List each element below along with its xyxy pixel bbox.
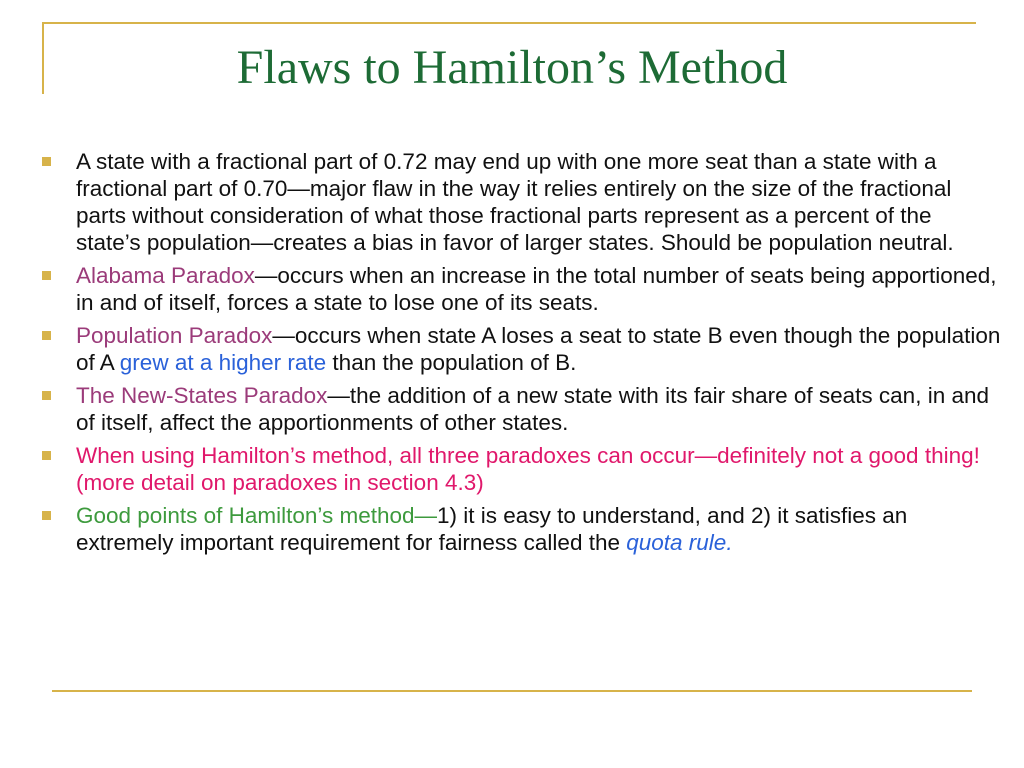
square-bullet-icon bbox=[42, 451, 51, 460]
bullet-text: 1) it is easy to understand, and 2) it satisfies an extremely important requirement for fairness called the bbox=[76, 503, 908, 555]
bullet-item-alabama-paradox bbox=[42, 262, 1002, 316]
bullet-text: A state with a fractional part of 0.72 may end up with one more seat than a state with a fractional part of 0.70—major flaw in the way it relies entirely on the size of the fractional parts without consideration of what those fractional parts represent as a percent of the state’s population—creates a bias in favor of larger states. Should be population neutral. bbox=[76, 149, 954, 255]
bullet-list bbox=[42, 148, 1002, 562]
alabama-paradox-term: Alabama Paradox bbox=[76, 263, 255, 288]
bullet-text: —occurs when state A loses a seat to state B even though the population of A bbox=[76, 323, 1001, 375]
new-states-paradox-term: The New-States Paradox bbox=[76, 383, 328, 408]
bullet-item-paradox-warning bbox=[42, 442, 1002, 496]
square-bullet-icon bbox=[42, 157, 51, 166]
square-bullet-icon bbox=[42, 391, 51, 400]
slide-title: Flaws to Hamilton’s Method bbox=[236, 41, 788, 94]
population-paradox-term: Population Paradox bbox=[76, 323, 273, 348]
square-bullet-icon bbox=[42, 511, 51, 520]
bullet-item-new-states-paradox bbox=[42, 382, 1002, 436]
bullet-item-population-paradox bbox=[42, 322, 1002, 376]
frame-bottom-rule bbox=[52, 690, 972, 692]
bullet-item-good-points bbox=[42, 502, 1002, 556]
paradox-warning-text: When using Hamilton’s method, all three paradoxes can occur—definitely not a good thing! (more detail on paradoxes in section 4.3) bbox=[76, 443, 980, 495]
bullet-text: —occurs when an increase in the total number of seats being apportioned, in and of itself, forces a state to lose one of its seats. bbox=[76, 263, 997, 315]
square-bullet-icon bbox=[42, 271, 51, 280]
emphasis-text: grew at a higher rate bbox=[119, 350, 327, 375]
quota-rule-term: quota rule. bbox=[626, 530, 733, 555]
bullet-text: —the addition of a new state with its fair share of seats can, in and of itself, affect the apportionments of other states. bbox=[76, 383, 989, 435]
bullet-text-end: than the population of B. bbox=[326, 350, 577, 375]
good-points-term: Good points of Hamilton’s method— bbox=[76, 503, 438, 528]
frame-top-rule bbox=[42, 22, 976, 24]
square-bullet-icon bbox=[42, 331, 51, 340]
bullet-item-bias bbox=[42, 148, 1002, 256]
